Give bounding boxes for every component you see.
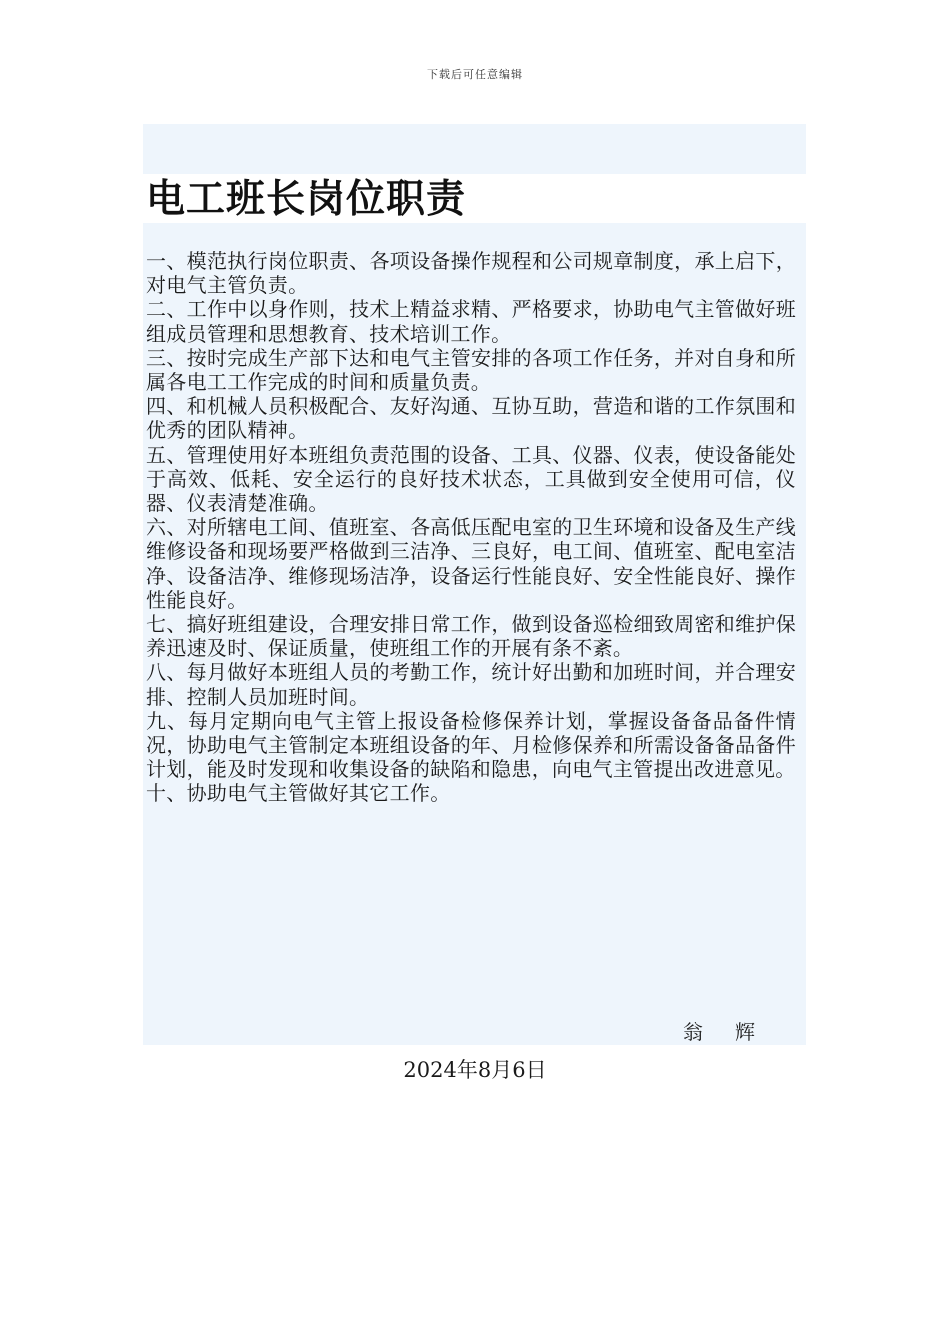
duty-item-8: 八、每月做好本班组人员的考勤工作，统计好出勤和加班时间，并合理安排、控制人员加班时间。 [146,660,796,709]
document-title: 电工班长岗位职责 [146,176,467,222]
duty-item-7: 七、搞好班组建设，合理安排日常工作，做到设备巡检细致周密和维护保养迅速及时、保证质量，使班组工作的开展有条不紊。 [146,612,796,661]
shaded-band-top [143,124,806,174]
document-date: 2024年8月6日 [403,1058,547,1082]
duty-item-4: 四、和机械人员积极配合、友好沟通、互协互助，营造和谐的工作氛围和优秀的团队精神。 [146,394,796,443]
duty-item-9: 九、每月定期向电气主管上报设备检修保养计划，掌握设备备品备件情况，协助电气主管制定本班组设备的年、月检修保养和所需设备备品备件计划，能及时发现和收集设备的缺陷和隐患，向电气主管提出改进意见。 [146,708,796,782]
signer-name: 翁辉 [683,1020,787,1044]
duty-item-2: 二、工作中以身作则，技术上精益求精、严格要求，协助电气主管做好班组成员管理和思想教育、技术培训工作。 [146,297,796,346]
duty-item-3: 三、按时完成生产部下达和电气主管安排的各项工作任务，并对自身和所属各电工工作完成的时间和质量负责。 [146,345,796,395]
duty-item-6: 六、对所辖电工间、值班室、各高低压配电室的卫生环境和设备及生产线维修设备和现场要严格做到三洁净、三良好，电工间、值班室、配电室洁净、设备洁净、维修现场洁净，设备运行性能良好、安全性能良好、操作性能良好。 [146,515,796,612]
duty-item-5: 五、管理使用好本班组负责范围的设备、工具、仪器、仪表，使设备能处于高效、低耗、安全运行的良好技术状态，工具做到安全使用可信，仪器、仪表清楚准确。 [146,442,796,516]
duties-list [146,249,796,806]
duty-item-10: 十、协助电气主管做好其它工作。 [146,781,451,806]
duty-item-1: 一、模范执行岗位职责、各项设备操作规程和公司规章制度，承上启下，对电气主管负责。 [146,249,796,298]
page-header-note: 下载后可任意编辑 [427,68,523,81]
